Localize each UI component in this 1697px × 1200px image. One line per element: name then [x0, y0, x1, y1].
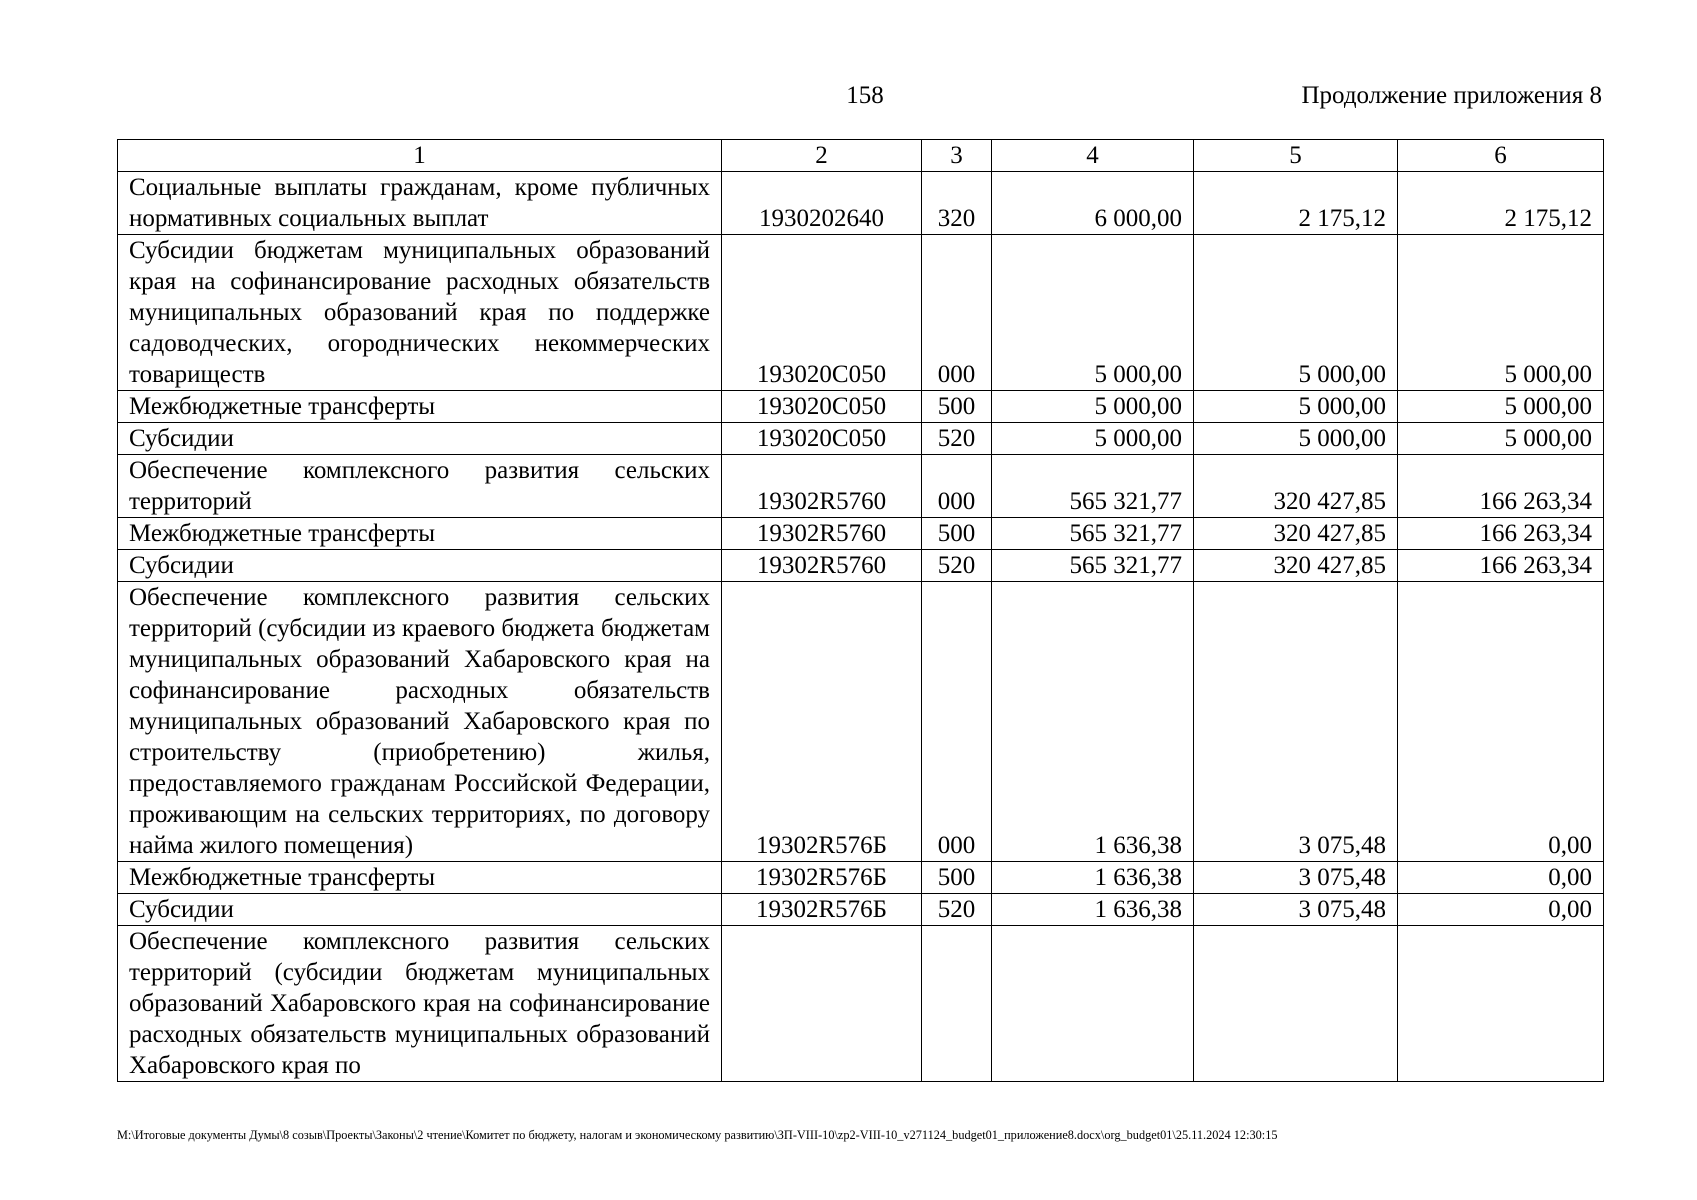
- row-value-col4: 1 636,38: [992, 582, 1194, 862]
- table-row: [118, 172, 1604, 235]
- table-row: [118, 391, 1604, 423]
- row-name: Обеспечение комплексного развития сельских территорий: [118, 455, 722, 518]
- row-value-col4: 5 000,00: [992, 391, 1194, 423]
- table-row: [118, 518, 1604, 550]
- table-row: [118, 894, 1604, 926]
- row-expense-type: 520: [922, 550, 992, 582]
- column-header: 6: [1398, 140, 1604, 172]
- row-code: 19302R576Б: [722, 582, 922, 862]
- row-value-col6: [1398, 926, 1604, 1082]
- row-value-col6: 5 000,00: [1398, 391, 1604, 423]
- row-value-col6: 166 263,34: [1398, 455, 1604, 518]
- row-name: Субсидии: [118, 550, 722, 582]
- row-value-col6: 5 000,00: [1398, 235, 1604, 391]
- row-value-col5: 2 175,12: [1194, 172, 1398, 235]
- table-header-row: [118, 140, 1604, 172]
- table-row: [118, 235, 1604, 391]
- row-value-col4: 6 000,00: [992, 172, 1194, 235]
- row-value-col5: 3 075,48: [1194, 582, 1398, 862]
- row-value-col6: 166 263,34: [1398, 550, 1604, 582]
- table-row: [118, 862, 1604, 894]
- row-expense-type: 320: [922, 172, 992, 235]
- row-value-col6: 0,00: [1398, 894, 1604, 926]
- row-value-col5: [1194, 926, 1398, 1082]
- row-name: Обеспечение комплексного развития сельских территорий (субсидии бюджетам муниципальных образований Хабаровского края на софинансирование расходных обязательств муниципальных образований Хабаровского края по: [118, 926, 722, 1082]
- column-header: 2: [722, 140, 922, 172]
- row-value-col5: 5 000,00: [1194, 391, 1398, 423]
- continuation-label: Продолжение приложения 8: [1301, 82, 1602, 109]
- row-name: Межбюджетные трансферты: [118, 391, 722, 423]
- row-expense-type: 000: [922, 582, 992, 862]
- row-code: 19302R5760: [722, 518, 922, 550]
- row-code: 193020С050: [722, 391, 922, 423]
- row-value-col5: 320 427,85: [1194, 455, 1398, 518]
- table-row: [118, 582, 1604, 862]
- row-value-col6: 0,00: [1398, 582, 1604, 862]
- row-code: 19302R576Б: [722, 862, 922, 894]
- row-code: 193020С050: [722, 423, 922, 455]
- row-value-col5: 5 000,00: [1194, 235, 1398, 391]
- row-name: Обеспечение комплексного развития сельских территорий (субсидии из краевого бюджета бюджетам муниципальных образований Хабаровского края на софинансирование расходных обязательств муниципальных образований Хабаровского края по строительству (приобретению) жилья, предоставляемого гражданам Российской Федерации, проживающим на сельских территориях, по договору найма жилого помещения): [118, 582, 722, 862]
- row-name: Субсидии: [118, 894, 722, 926]
- row-value-col4: 5 000,00: [992, 235, 1194, 391]
- row-code: [722, 926, 922, 1082]
- column-header: 1: [118, 140, 722, 172]
- row-value-col6: 166 263,34: [1398, 518, 1604, 550]
- row-name: Субсидии бюджетам муниципальных образований края на софинансирование расходных обязательств муниципальных образований края по поддержке садоводческих, огороднических некоммерческих товариществ: [118, 235, 722, 391]
- row-value-col4: 565 321,77: [992, 518, 1194, 550]
- column-header: 4: [992, 140, 1194, 172]
- table-row: [118, 423, 1604, 455]
- row-expense-type: 500: [922, 518, 992, 550]
- row-code: 19302R5760: [722, 550, 922, 582]
- row-value-col4: 565 321,77: [992, 455, 1194, 518]
- row-expense-type: 500: [922, 862, 992, 894]
- row-name: Социальные выплаты гражданам, кроме публичных нормативных социальных выплат: [118, 172, 722, 235]
- row-name: Межбюджетные трансферты: [118, 518, 722, 550]
- row-code: 193020С050: [722, 235, 922, 391]
- row-expense-type: 500: [922, 391, 992, 423]
- row-value-col4: 5 000,00: [992, 423, 1194, 455]
- row-name: Субсидии: [118, 423, 722, 455]
- row-expense-type: 520: [922, 894, 992, 926]
- row-expense-type: [922, 926, 992, 1082]
- column-header: 5: [1194, 140, 1398, 172]
- row-value-col5: 5 000,00: [1194, 423, 1398, 455]
- column-header: 3: [922, 140, 992, 172]
- table-row: [118, 926, 1604, 1082]
- row-expense-type: 000: [922, 455, 992, 518]
- row-value-col4: 1 636,38: [992, 862, 1194, 894]
- row-code: 19302R5760: [722, 455, 922, 518]
- row-code: 19302R576Б: [722, 894, 922, 926]
- row-value-col6: 5 000,00: [1398, 423, 1604, 455]
- row-value-col4: 1 636,38: [992, 894, 1194, 926]
- row-name: Межбюджетные трансферты: [118, 862, 722, 894]
- row-value-col5: 3 075,48: [1194, 894, 1398, 926]
- row-value-col6: 2 175,12: [1398, 172, 1604, 235]
- row-expense-type: 000: [922, 235, 992, 391]
- table-row: [118, 550, 1604, 582]
- row-value-col4: [992, 926, 1194, 1082]
- row-value-col5: 3 075,48: [1194, 862, 1398, 894]
- row-value-col5: 320 427,85: [1194, 518, 1398, 550]
- row-value-col5: 320 427,85: [1194, 550, 1398, 582]
- row-value-col6: 0,00: [1398, 862, 1604, 894]
- table-row: [118, 455, 1604, 518]
- budget-table: [117, 139, 1604, 1082]
- row-expense-type: 520: [922, 423, 992, 455]
- row-code: 1930202640: [722, 172, 922, 235]
- page-number: 158: [846, 82, 884, 109]
- row-value-col4: 565 321,77: [992, 550, 1194, 582]
- file-path-footer: M:\Итоговые документы Думы\8 созыв\Проекты\Законы\2 чтение\Комитет по бюджету, налогам и экономическому развитию\ЗП-VIII-10\zp2-VIII-10_v271124_budget01_приложение8.docx\org_budget01\25.11.2024 12:30:15: [117, 1128, 1278, 1142]
